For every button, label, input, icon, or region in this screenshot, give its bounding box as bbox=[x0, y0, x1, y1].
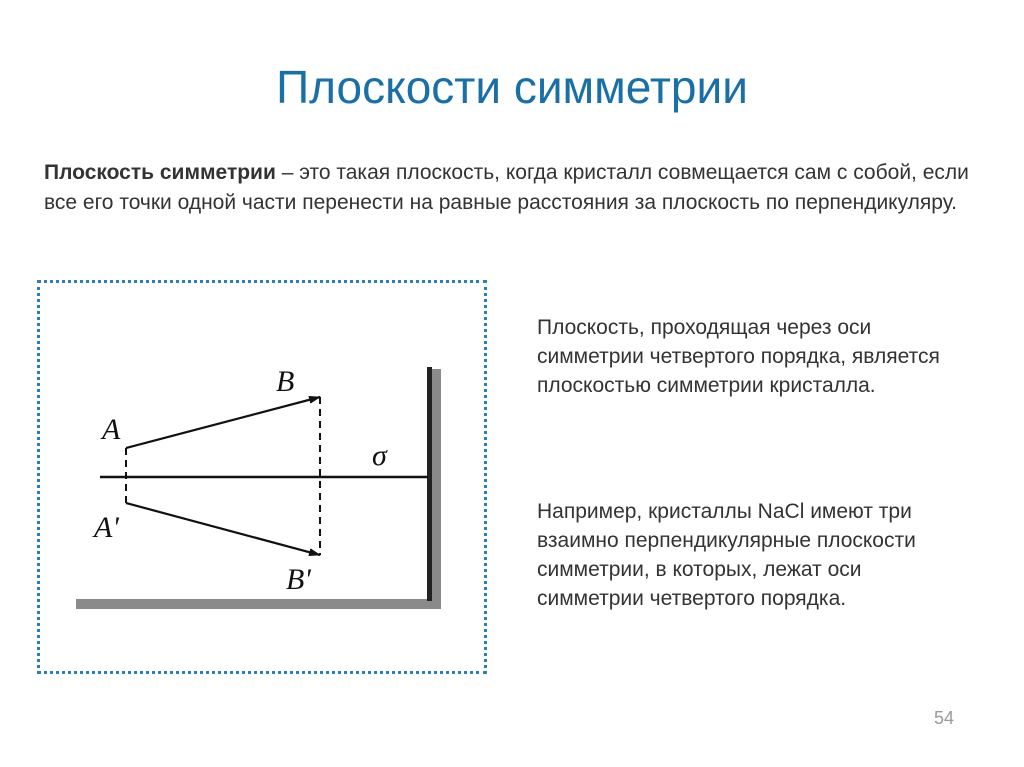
arrow-a-prime-to-b-prime bbox=[126, 503, 320, 555]
plane-edge bbox=[427, 367, 432, 601]
label-a-prime: A' bbox=[94, 511, 119, 544]
definition-text bbox=[44, 158, 974, 218]
label-b-prime: B' bbox=[286, 563, 311, 596]
plane-shadow-bottom bbox=[76, 599, 441, 609]
page-number: 54 bbox=[934, 708, 955, 728]
slide-title: Плоскости симметрии bbox=[276, 61, 748, 113]
figure-drawing bbox=[40, 283, 484, 671]
arrow-a-to-b bbox=[126, 397, 320, 448]
label-a: A bbox=[102, 413, 121, 446]
label-sigma: σ bbox=[372, 439, 387, 472]
symmetry-plane-figure bbox=[37, 280, 487, 674]
paragraph-nacl-example: Например, кристаллы NaCl имеют три взаимно перпендикулярные плоскости симметрии, в которых, лежат оси симметрии четвертого порядка. bbox=[537, 500, 916, 610]
definition-term: Плоскость симметрии bbox=[44, 161, 276, 184]
plane-shadow-vertical bbox=[432, 369, 441, 609]
paragraph-plane-through-axes: Плоскость, проходящая через оси симметрии четвертого порядка, является плоскостью симметрии кристалла. bbox=[537, 316, 940, 397]
definition-body: – это такая плоскость, когда кристалл совмещается сам с собой, если все его точки одной части перенести на равные расстояния за плоскость по перпендикуляру. bbox=[44, 161, 969, 214]
label-b: B bbox=[276, 365, 295, 398]
